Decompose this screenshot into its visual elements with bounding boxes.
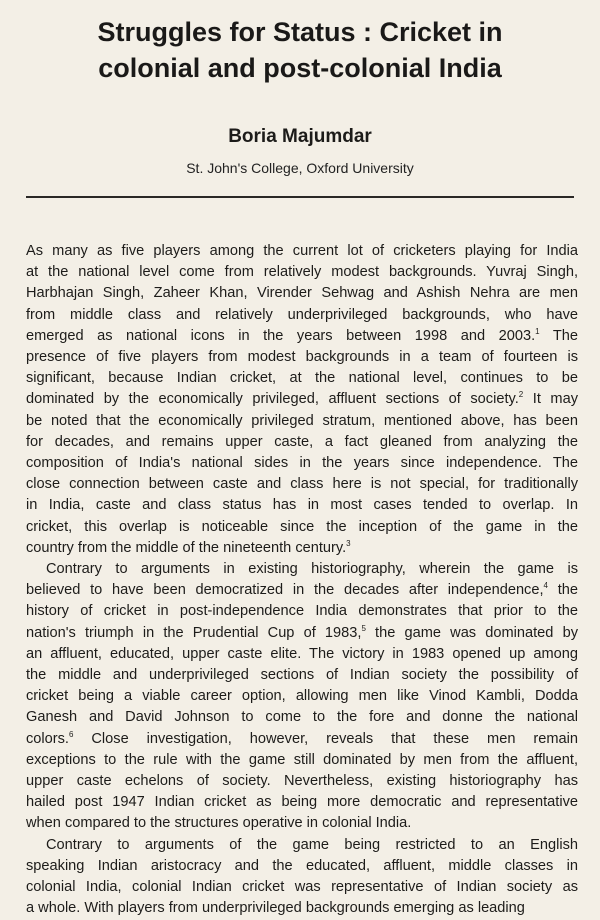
- text-line: country from the middle of the nineteenth century.$^3$: [26, 538, 351, 556]
- text-line: an affluent, educated, upper caste elite. The victory in 1983 opened up among: [26, 645, 578, 662]
- paragraph: [26, 559, 578, 835]
- paragraph: [26, 241, 578, 559]
- text-line: colonial India, colonial Indian cricket was representative of Indian society as: [26, 879, 578, 896]
- text-line: believed to have been democratized in the decades after independence,$^4$ the: [26, 581, 578, 599]
- text-line: Contrary to arguments in existing historiography, wherein the game is: [46, 561, 578, 578]
- footnote-marker: 3: [346, 538, 351, 548]
- text-line: in India, caste and class status has in most cases tended to overlap. In: [26, 497, 578, 514]
- text-line: Harbhajan Singh, Zaheer Khan, Virender Sehwag and Ashish Nehra are men: [26, 285, 578, 302]
- text-line: be noted that the economically privileged stratum, mentioned above, has been: [26, 412, 578, 429]
- header-divider: [26, 196, 574, 198]
- text-line: As many as five players among the current lot of cricketers playing for India: [26, 243, 578, 259]
- text-line: upper caste echelons of society. Nevertheless, existing historiography has: [26, 773, 578, 790]
- title-line: Struggles for Status : Cricket in: [97, 17, 503, 47]
- text-line: history of cricket in post-independence India demonstrates that prior to the: [26, 603, 578, 620]
- text-line: exceptions to the rule with the game still dominated by men from the affluent,: [26, 751, 578, 768]
- text-line: dominated by the economically privileged, affluent sections of society.$^2$ It may: [26, 390, 578, 408]
- author-affiliation: St. John's College, Oxford University: [186, 160, 414, 176]
- text-line: from middle class and relatively underprivileged backgrounds, who have: [26, 306, 578, 323]
- text-line: presence of five players from modest backgrounds in a team of fourteen is: [26, 349, 578, 366]
- text-line: speaking Indian aristocracy and the educated, affluent, middle classes in: [26, 857, 578, 874]
- footnote-marker: 5: [361, 623, 366, 633]
- text-line: for decades, and remains upper caste, a fact gleaned from analyzing the: [26, 433, 578, 450]
- text-line: emerged as national icons in the years between 1998 and 2003.$^1$ The: [26, 326, 578, 344]
- article-title: [30, 14, 570, 86]
- text-line: a whole. With players from underprivileged backgrounds emerging as leading: [26, 900, 525, 917]
- footnote-marker: 4: [543, 581, 548, 591]
- text-line: nation's triumph in the Prudential Cup of 1983,$^5$ the game was dominated by: [26, 623, 578, 641]
- text-line: colors.$^6$ Close investigation, however, reveals that these men remain: [26, 729, 578, 747]
- text-line: when compared to the structures operative in colonial India.: [26, 815, 412, 832]
- footnote-marker: 6: [68, 729, 74, 739]
- text-line: Contrary to arguments of the game being restricted to an English: [46, 836, 578, 853]
- article-body: [26, 241, 578, 920]
- text-line: hailed post 1947 Indian cricket as being more democratic and representative: [26, 794, 578, 811]
- footnote-marker: 1: [535, 326, 540, 336]
- text-line: close connection between caste and class here is not special, for traditionally: [26, 476, 578, 493]
- text-line: Ganesh and David Johnson to come to the fore and donne the national: [26, 709, 578, 726]
- title-line: colonial and post-colonial India: [98, 53, 502, 83]
- paragraph: [26, 835, 578, 920]
- text-line: significant, because Indian cricket, at the national level, continues to be: [26, 370, 578, 387]
- footnote-marker: 2: [518, 390, 524, 400]
- text-line: cricket, this overlap is noticeable since the inception of the game in the: [26, 518, 578, 535]
- text-line: cricket being a viable career option, allowing men like Vinod Kambli, Dodda: [26, 688, 578, 705]
- text-line: composition of India's national sides in the years since independence. The: [26, 455, 578, 472]
- text-line: at the national level come from relatively modest backgrounds. Yuvraj Singh,: [26, 264, 578, 281]
- author-name: Boria Majumdar: [228, 126, 372, 147]
- text-line: the middle and underprivileged sections of Indian society the possibility of: [26, 667, 578, 684]
